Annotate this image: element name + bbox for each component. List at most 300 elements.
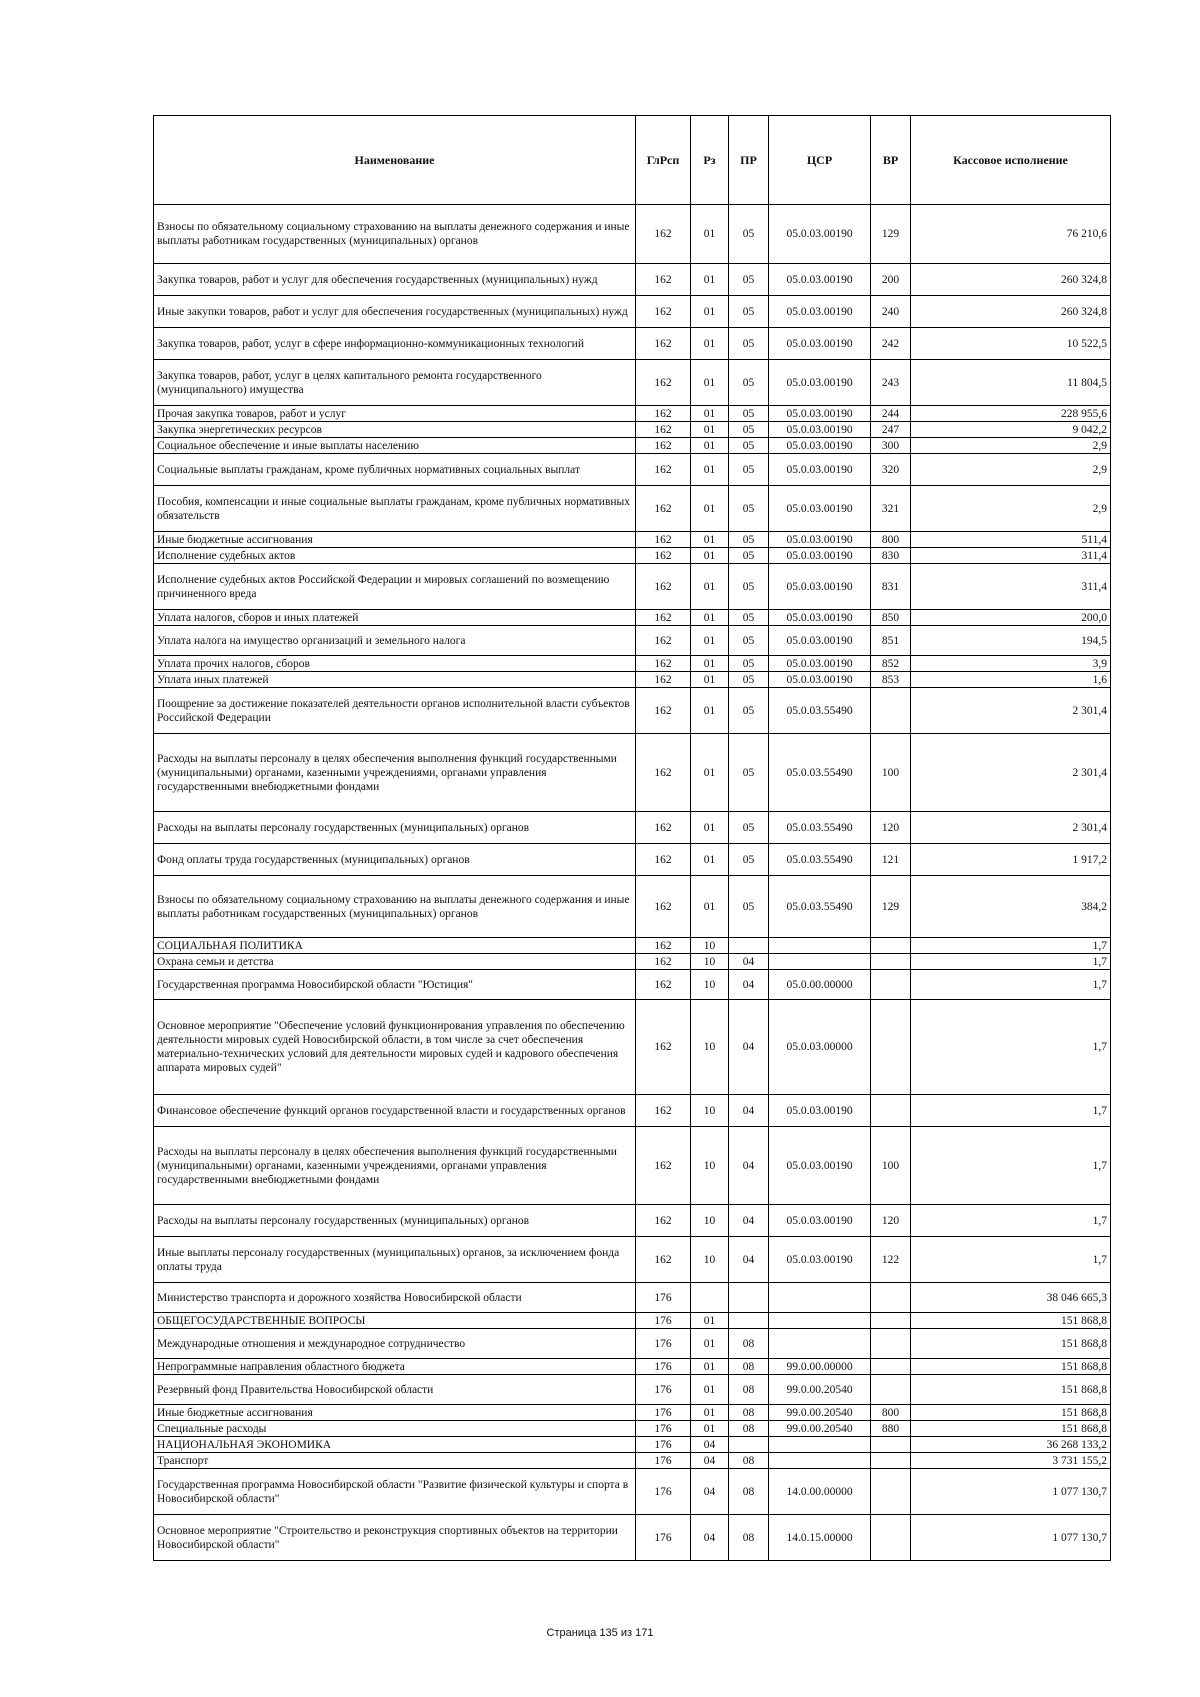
row-vr [871,688,911,734]
row-name: НАЦИОНАЛЬНАЯ ЭКОНОМИКА [154,1437,636,1453]
row-vr: 852 [871,656,911,672]
row-glrsp: 162 [636,296,691,328]
row-name: Расходы на выплаты персоналу в целях обеспечения выполнения функций государственными (муниципальными) органами, казенными учреждениями, органами управления государственными внебюджетными фондами [154,1127,636,1205]
table-row [154,406,1111,422]
table-row [154,205,1111,264]
row-name: Фонд оплаты труда государственных (муниципальных) органов [154,844,636,876]
row-glrsp: 176 [636,1405,691,1421]
row-rz: 01 [691,296,729,328]
row-amount: 151 868,8 [911,1313,1111,1329]
row-pr: 08 [729,1421,769,1437]
row-rz: 01 [691,610,729,626]
header-rz: Рз [691,116,729,205]
table-row [154,844,1111,876]
row-csr: 05.0.03.00190 [769,205,871,264]
row-pr: 05 [729,532,769,548]
row-pr: 05 [729,406,769,422]
row-rz: 01 [691,438,729,454]
row-vr: 800 [871,1405,911,1421]
row-vr [871,970,911,1000]
row-glrsp: 176 [636,1453,691,1469]
row-amount: 151 868,8 [911,1405,1111,1421]
table-row [154,1127,1111,1205]
row-name: Основное мероприятие "Строительство и реконструкция спортивных объектов на территории Новосибирской области" [154,1515,636,1561]
row-glrsp: 162 [636,1127,691,1205]
table-row [154,548,1111,564]
row-pr: 05 [729,264,769,296]
row-csr: 05.0.03.55490 [769,876,871,938]
table-row [154,422,1111,438]
row-vr: 240 [871,296,911,328]
table-row [154,688,1111,734]
row-pr: 05 [729,876,769,938]
row-amount: 151 868,8 [911,1359,1111,1375]
row-rz: 01 [691,688,729,734]
table-row [154,532,1111,548]
row-glrsp: 162 [636,970,691,1000]
row-rz: 04 [691,1515,729,1561]
row-csr [769,1329,871,1359]
table-row [154,656,1111,672]
row-csr [769,1313,871,1329]
table-row [154,1313,1111,1329]
row-glrsp: 162 [636,422,691,438]
row-pr: 04 [729,954,769,970]
row-amount: 1 077 130,7 [911,1469,1111,1515]
table-row [154,1421,1111,1437]
row-glrsp: 162 [636,610,691,626]
row-csr: 05.0.03.55490 [769,844,871,876]
row-vr: 830 [871,548,911,564]
row-csr [769,1437,871,1453]
row-vr: 800 [871,532,911,548]
table-row [154,1283,1111,1313]
row-vr: 129 [871,876,911,938]
row-name: Иные бюджетные ассигнования [154,532,636,548]
row-amount: 1,6 [911,672,1111,688]
row-glrsp: 162 [636,454,691,486]
row-pr [729,1313,769,1329]
row-glrsp: 162 [636,205,691,264]
row-csr: 05.0.03.00190 [769,1095,871,1127]
row-rz: 01 [691,1359,729,1375]
row-glrsp: 176 [636,1437,691,1453]
table-row [154,1375,1111,1405]
row-rz: 01 [691,422,729,438]
row-pr: 04 [729,1000,769,1095]
row-amount: 1,7 [911,1205,1111,1237]
row-csr: 14.0.00.00000 [769,1469,871,1515]
row-vr: 121 [871,844,911,876]
row-glrsp: 162 [636,1237,691,1283]
row-pr [729,938,769,954]
page-number-footer: Страница 135 из 171 [546,1627,654,1639]
row-amount: 3 731 155,2 [911,1453,1111,1469]
row-glrsp: 162 [636,1000,691,1095]
row-pr: 05 [729,548,769,564]
row-glrsp: 162 [636,1095,691,1127]
row-vr: 100 [871,734,911,812]
row-rz: 10 [691,1205,729,1237]
row-rz: 01 [691,1421,729,1437]
row-name: Иные бюджетные ассигнования [154,1405,636,1421]
row-amount: 2,9 [911,454,1111,486]
row-amount: 76 210,6 [911,205,1111,264]
row-amount: 200,0 [911,610,1111,626]
row-pr: 05 [729,422,769,438]
row-name: Взносы по обязательному социальному страхованию на выплаты денежного содержания и иные выплаты работникам государственных (муниципальных) органов [154,205,636,264]
row-rz: 10 [691,938,729,954]
table-row [154,1205,1111,1237]
row-rz [691,1283,729,1313]
table-row [154,1469,1111,1515]
row-rz: 01 [691,406,729,422]
row-csr: 05.0.03.00190 [769,438,871,454]
row-glrsp: 162 [636,548,691,564]
row-vr: 850 [871,610,911,626]
row-vr [871,1283,911,1313]
table-row [154,564,1111,610]
row-pr: 05 [729,486,769,532]
row-csr [769,1283,871,1313]
row-csr: 05.0.03.00190 [769,564,871,610]
row-name: Уплата иных платежей [154,672,636,688]
row-csr [769,954,871,970]
budget-execution-table [153,115,1111,1561]
row-rz: 10 [691,1000,729,1095]
row-name: Уплата прочих налогов, сборов [154,656,636,672]
row-name: Охрана семьи и детства [154,954,636,970]
row-csr: 05.0.03.00190 [769,360,871,406]
row-csr: 05.0.03.00190 [769,486,871,532]
row-glrsp: 162 [636,938,691,954]
row-rz: 10 [691,1095,729,1127]
row-amount: 1,7 [911,1000,1111,1095]
row-name: Закупка энергетических ресурсов [154,422,636,438]
row-vr: 247 [871,422,911,438]
table-row [154,296,1111,328]
row-name: Исполнение судебных актов [154,548,636,564]
row-pr: 08 [729,1405,769,1421]
row-name: Пособия, компенсации и иные социальные выплаты гражданам, кроме публичных нормативных обязательств [154,486,636,532]
row-amount: 3,9 [911,656,1111,672]
row-pr: 05 [729,454,769,486]
row-vr [871,1515,911,1561]
row-pr: 05 [729,734,769,812]
table-row [154,1329,1111,1359]
table-row [154,812,1111,844]
row-csr: 05.0.03.00190 [769,672,871,688]
row-amount: 36 268 133,2 [911,1437,1111,1453]
row-glrsp: 176 [636,1469,691,1515]
row-name: Резервный фонд Правительства Новосибирской области [154,1375,636,1405]
row-name: Закупка товаров, работ, услуг в сфере информационно-коммуникационных технологий [154,328,636,360]
table-body [154,205,1111,1561]
row-amount: 1,7 [911,1237,1111,1283]
row-name: Иные выплаты персоналу государственных (муниципальных) органов, за исключением фонда оплаты труда [154,1237,636,1283]
table-row [154,486,1111,532]
table-row [154,454,1111,486]
row-rz: 01 [691,734,729,812]
row-vr: 200 [871,264,911,296]
row-glrsp: 162 [636,626,691,656]
row-vr: 851 [871,626,911,656]
row-pr: 05 [729,844,769,876]
table-row [154,1453,1111,1469]
row-pr: 05 [729,296,769,328]
table-row [154,1237,1111,1283]
row-rz: 10 [691,970,729,1000]
row-amount: 1,7 [911,954,1111,970]
row-csr: 05.0.03.00190 [769,264,871,296]
row-name: Иные закупки товаров, работ и услуг для обеспечения государственных (муниципальных) нужд [154,296,636,328]
row-csr: 05.0.03.00190 [769,610,871,626]
row-pr: 08 [729,1375,769,1405]
table-row [154,360,1111,406]
row-vr: 243 [871,360,911,406]
row-glrsp: 162 [636,656,691,672]
table-row [154,1000,1111,1095]
row-csr: 05.0.03.00190 [769,656,871,672]
row-name: Расходы на выплаты персоналу государственных (муниципальных) органов [154,812,636,844]
row-csr: 05.0.03.00190 [769,1127,871,1205]
row-vr: 242 [871,328,911,360]
row-vr: 831 [871,564,911,610]
table-row [154,672,1111,688]
row-amount: 1,7 [911,938,1111,954]
row-vr [871,938,911,954]
row-rz: 01 [691,264,729,296]
row-vr: 122 [871,1237,911,1283]
row-amount: 260 324,8 [911,264,1111,296]
row-glrsp: 162 [636,672,691,688]
row-vr: 244 [871,406,911,422]
row-csr: 05.0.03.00190 [769,422,871,438]
row-name: Прочая закупка товаров, работ и услуг [154,406,636,422]
row-csr [769,1453,871,1469]
row-csr [769,938,871,954]
row-rz: 01 [691,360,729,406]
row-amount: 384,2 [911,876,1111,938]
table-row [154,954,1111,970]
row-pr: 05 [729,438,769,454]
row-csr: 05.0.03.00190 [769,1205,871,1237]
row-glrsp: 162 [636,486,691,532]
table-header-row [154,116,1111,205]
row-csr: 05.0.00.00000 [769,970,871,1000]
row-amount: 11 804,5 [911,360,1111,406]
row-name: Расходы на выплаты персоналу государственных (муниципальных) органов [154,1205,636,1237]
row-pr [729,1437,769,1453]
header-pr: ПР [729,116,769,205]
header-glrsp: ГлРсп [636,116,691,205]
row-amount: 2 301,4 [911,734,1111,812]
row-name: СОЦИАЛЬНАЯ ПОЛИТИКА [154,938,636,954]
row-rz: 01 [691,328,729,360]
row-pr: 05 [729,656,769,672]
row-amount: 194,5 [911,626,1111,656]
row-glrsp: 162 [636,812,691,844]
row-name: Поощрение за достижение показателей деятельности органов исполнительной власти субъектов Российской Федерации [154,688,636,734]
row-glrsp: 162 [636,734,691,812]
table-row [154,626,1111,656]
row-vr [871,1313,911,1329]
row-pr: 05 [729,205,769,264]
row-amount: 228 955,6 [911,406,1111,422]
row-rz: 01 [691,1375,729,1405]
row-glrsp: 176 [636,1375,691,1405]
row-name: Исполнение судебных актов Российской Федерации и мировых соглашений по возмещению причиненного вреда [154,564,636,610]
row-amount: 151 868,8 [911,1329,1111,1359]
row-csr: 05.0.03.00190 [769,406,871,422]
row-rz: 04 [691,1469,729,1515]
row-csr: 05.0.03.00190 [769,328,871,360]
row-pr: 05 [729,688,769,734]
row-csr: 05.0.03.55490 [769,812,871,844]
row-vr: 120 [871,1205,911,1237]
row-amount: 10 522,5 [911,328,1111,360]
row-pr: 05 [729,812,769,844]
row-rz: 01 [691,876,729,938]
row-pr: 04 [729,1205,769,1237]
table-row [154,1095,1111,1127]
row-amount: 2,9 [911,438,1111,454]
row-glrsp: 176 [636,1421,691,1437]
row-vr [871,1095,911,1127]
row-vr: 300 [871,438,911,454]
row-vr [871,1000,911,1095]
row-csr: 99.0.00.20540 [769,1421,871,1437]
row-vr [871,1437,911,1453]
row-pr: 08 [729,1359,769,1375]
header-csr: ЦСР [769,116,871,205]
row-amount: 38 046 665,3 [911,1283,1111,1313]
row-rz: 01 [691,1405,729,1421]
row-vr [871,1375,911,1405]
row-rz: 01 [691,1329,729,1359]
header-name: Наименование [154,116,636,205]
row-csr: 99.0.00.20540 [769,1405,871,1421]
row-name: Социальные выплаты гражданам, кроме публичных нормативных социальных выплат [154,454,636,486]
row-amount: 9 042,2 [911,422,1111,438]
row-glrsp: 176 [636,1329,691,1359]
row-csr: 99.0.00.20540 [769,1375,871,1405]
row-amount: 1,7 [911,970,1111,1000]
row-pr: 05 [729,360,769,406]
row-csr: 05.0.03.00000 [769,1000,871,1095]
row-vr [871,954,911,970]
table-row [154,1437,1111,1453]
table-row [154,264,1111,296]
row-vr [871,1469,911,1515]
row-rz: 10 [691,1237,729,1283]
row-pr: 05 [729,672,769,688]
row-vr: 120 [871,812,911,844]
row-amount: 260 324,8 [911,296,1111,328]
row-csr: 05.0.03.00190 [769,532,871,548]
row-pr: 08 [729,1515,769,1561]
row-pr: 05 [729,626,769,656]
row-csr: 05.0.03.00190 [769,454,871,486]
row-amount: 311,4 [911,564,1111,610]
row-rz: 10 [691,954,729,970]
table-row [154,734,1111,812]
row-name: Транспорт [154,1453,636,1469]
table-row [154,438,1111,454]
row-csr: 05.0.03.00190 [769,296,871,328]
row-csr: 99.0.00.00000 [769,1359,871,1375]
row-glrsp: 162 [636,564,691,610]
row-amount: 151 868,8 [911,1421,1111,1437]
row-name: Финансовое обеспечение функций органов государственной власти и государственных органов [154,1095,636,1127]
row-vr: 321 [871,486,911,532]
row-glrsp: 162 [636,360,691,406]
row-rz: 01 [691,548,729,564]
row-name: Министерство транспорта и дорожного хозяйства Новосибирской области [154,1283,636,1313]
row-rz: 10 [691,1127,729,1205]
row-rz: 01 [691,486,729,532]
row-glrsp: 162 [636,264,691,296]
row-pr: 08 [729,1329,769,1359]
row-rz: 01 [691,626,729,656]
table-row [154,1515,1111,1561]
row-name: Государственная программа Новосибирской области "Развитие физической культуры и спорта в Новосибирской области" [154,1469,636,1515]
row-name: Непрограммные направления областного бюджета [154,1359,636,1375]
row-rz: 01 [691,1313,729,1329]
table-row [154,876,1111,938]
row-csr: 05.0.03.00190 [769,626,871,656]
table-row [154,938,1111,954]
row-csr: 05.0.03.00190 [769,548,871,564]
row-pr [729,1283,769,1313]
row-vr [871,1453,911,1469]
row-pr: 08 [729,1469,769,1515]
table-row [154,1359,1111,1375]
table-row [154,610,1111,626]
row-pr: 05 [729,610,769,626]
row-glrsp: 176 [636,1359,691,1375]
row-rz: 01 [691,844,729,876]
row-name: Специальные расходы [154,1421,636,1437]
row-pr: 04 [729,1095,769,1127]
row-csr: 05.0.03.55490 [769,734,871,812]
row-pr: 05 [729,564,769,610]
row-csr: 05.0.03.55490 [769,688,871,734]
row-glrsp: 162 [636,532,691,548]
row-name: Уплата налога на имущество организаций и земельного налога [154,626,636,656]
table-row [154,328,1111,360]
row-csr: 14.0.15.00000 [769,1515,871,1561]
row-amount: 2 301,4 [911,812,1111,844]
row-vr: 880 [871,1421,911,1437]
header-vr: ВР [871,116,911,205]
row-amount: 1 077 130,7 [911,1515,1111,1561]
row-name: Взносы по обязательному социальному страхованию на выплаты денежного содержания и иные выплаты работникам государственных (муниципальных) органов [154,876,636,938]
row-pr: 04 [729,1237,769,1283]
row-rz: 01 [691,454,729,486]
row-name: Уплата налогов, сборов и иных платежей [154,610,636,626]
row-glrsp: 162 [636,954,691,970]
row-glrsp: 176 [636,1283,691,1313]
row-glrsp: 162 [636,328,691,360]
row-vr: 853 [871,672,911,688]
row-name: Международные отношения и международное сотрудничество [154,1329,636,1359]
row-amount: 1 917,2 [911,844,1111,876]
row-amount: 1,7 [911,1127,1111,1205]
row-rz: 01 [691,812,729,844]
row-name: Государственная программа Новосибирской области "Юстиция" [154,970,636,1000]
row-vr [871,1359,911,1375]
